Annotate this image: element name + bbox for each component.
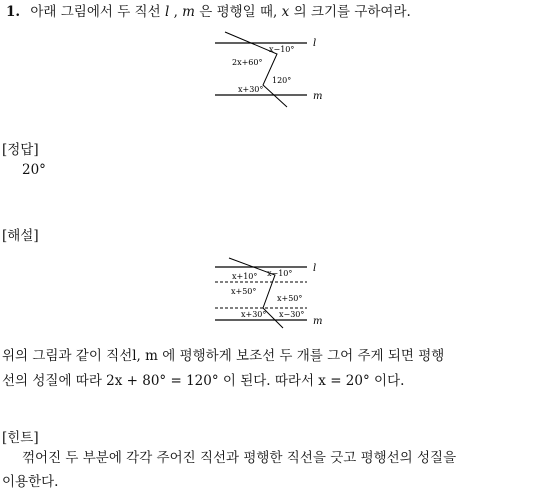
hint-text-2 [2,470,532,495]
question [6,0,411,20]
angle-a: x+10° [232,272,258,281]
comma: , [173,4,178,20]
label-l: l [313,263,317,274]
explanation-line-2: 선의 성질에 따라 2x + 80° = 120° 이 된다. 따라서 x = 20° 이다. [2,373,405,389]
hint-line-2: 이용한다. [2,474,59,490]
figure-parallel-lines [205,28,335,113]
question-text-a: 아래 그림에서 두 직선 [30,4,161,20]
angle-left: 2x+60° [232,58,263,67]
angle-c: x+50° [231,287,257,296]
figure-auxiliary-lines [205,256,335,331]
var-m: m [182,4,195,20]
hint-line-1: 꺾어진 두 부분에 각각 주어진 직선과 평행한 직선을 긋고 평행선의 성질을 [22,450,457,466]
explanation-line-1: 위의 그림과 같이 직선l, m 에 평행하게 보조선 두 개를 그어 주게 되면 평행 [2,348,445,364]
angle-right: 120° [272,76,292,85]
question-text-b: 은 평행일 때, [199,4,278,20]
answer-label: [정답] [2,142,39,158]
explanation-label: [해설] [2,228,39,244]
angle-b: x−10° [267,269,293,278]
explanation-text [2,344,532,394]
label-m: m [313,91,323,102]
angle-d: x+50° [277,294,303,303]
angle-bottom: x+30° [238,85,264,94]
var-x: x [281,4,290,20]
label-l: l [313,38,317,49]
question-text-c: 의 크기를 구하여라. [293,4,411,20]
angle-top: x−10° [269,45,295,54]
hint-label: [힌트] [2,430,39,446]
label-m: m [313,316,323,327]
angle-f: x−30° [279,310,305,319]
var-l: l [164,4,170,20]
question-number: 1. [6,4,21,20]
angle-e: x+30° [241,310,267,319]
hint-text [2,446,532,471]
answer-value: 20° [22,162,46,178]
